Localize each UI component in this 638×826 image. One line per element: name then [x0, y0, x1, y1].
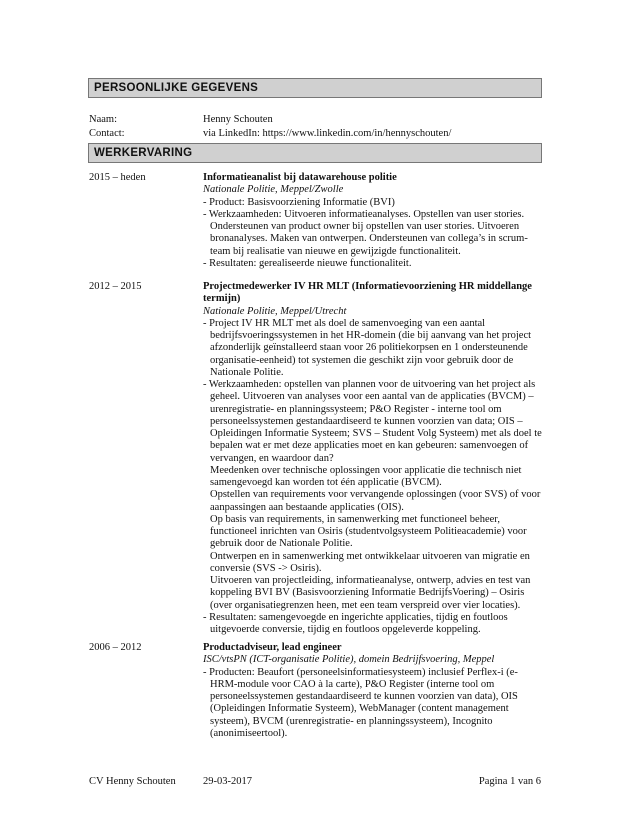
bullet-line: personeelssystemen gestandaardiseerd te kunnen voorzien van data), OIS: [210, 691, 518, 702]
experience-body: [203, 642, 541, 740]
bullet-line: - Werkzaamheden: Uitvoeren informatieanalyses. Opstellen van user stories.: [203, 208, 525, 220]
contact-label: Contact:: [89, 128, 125, 139]
experience-organization: Nationale Politie, Meppel/Zwolle: [203, 184, 344, 196]
bullet-line: systeem), BVCM (urenregistratie- en planningssysteem), Incognito: [210, 715, 493, 727]
section-header-work: WERKERVARING: [88, 143, 542, 163]
bullet-line: gebruik door de Nationale Politie.: [210, 538, 353, 550]
experience-body: [203, 281, 541, 636]
bullet-line: Meedenken over technische oplossingen voor applicatie die technisch niet: [210, 464, 522, 476]
bullet-line: - Producten: Beaufort (personeelsinformatiesysteem) inclusief Perflex-i (e-: [203, 666, 518, 678]
footer-name: CV Henny Schouten: [89, 776, 176, 787]
experience-role: Productadviseur, lead engineer: [203, 642, 342, 653]
bullet-line: urenregistratie- en planningssysteem; P&O Register - interne tool om: [210, 403, 502, 415]
footer-date: 29-03-2017: [203, 776, 252, 787]
bullet-line: Opleidingen Informatie Systeem; SVS – Student Volg Systeem) met als doel te: [210, 428, 542, 439]
bullet-line: personeelssystemen gestandaardiseerd te kunnen voorzien van data; OIS –: [210, 415, 523, 427]
section-header-personal: PERSOONLIJKE GEGEVENS: [88, 78, 542, 98]
bullet-line: Uitvoeren van projectleiding, informatieanalyse, ontwerp, advies en test van: [210, 575, 531, 586]
bullet-line: conversie (SVS -> Osiris).: [210, 562, 322, 574]
bullet-line: bedrijfsvoeringssystemen in het HR-domein (die bij aanvang van het project: [210, 330, 532, 341]
contact-row: [89, 127, 539, 141]
contact-value: via LinkedIn: https://www.linkedin.com/in/hennyschouten/: [203, 128, 452, 139]
bullet-line: samengevoegd kan worden tot één applicatie (BVCM).: [210, 477, 442, 488]
experience-organization: ISC/vtsPN (ICT-organisatie Politie), domein Bedrijfsvoering, Meppel: [203, 654, 495, 666]
bullet-line: uitgevoerde conversie, tijdig en foutloos opgeleverde koppeling.: [210, 624, 481, 635]
experience-bullet: [203, 379, 541, 612]
bullet-line: Op basis van requirements, in samenwerking met functioneel beheer,: [210, 513, 500, 525]
bullet-line: koppeling BVI BV (Basisvoorziening Informatie BedrijfsVoering) – Osiris: [210, 587, 525, 599]
bullet-line: (Opleidingen Informatie Systeem), WebManager (content management: [210, 703, 509, 715]
bullet-line: functioneel inrichten van Osiris (studentvolgsysteem Politieacademie) voor: [210, 526, 527, 537]
experience-role: termijn): [203, 293, 241, 305]
bullet-line: afzonderlijk geïnstalleerd staan voor 26 politiekorpsen en 1 ondersteunende: [210, 342, 528, 354]
bullet-line: aanpassingen aan bestaande applicaties (OIS).: [210, 501, 404, 513]
experience-organization: Nationale Politie, Meppel/Utrecht: [203, 305, 347, 317]
experience-bullet: [203, 197, 541, 209]
page-footer: [89, 775, 541, 789]
bullet-line: Opstellen van requirements voor vervangende oplossingen (voor SVS) of voor: [210, 489, 541, 501]
experience-bullet: [203, 318, 541, 379]
experience-role: Informatieanalist bij datawarehouse politie: [203, 172, 397, 183]
bullet-line: bepalen wat er met deze applicaties moet en kan gebeuren: samenvoegen of: [210, 440, 529, 452]
experience-body: [203, 172, 541, 270]
experience-period: 2015 – heden: [89, 172, 146, 183]
bullet-line: - Werkzaamheden: opstellen van plannen voor de uitvoering van het project als: [203, 379, 536, 390]
experience-period: 2012 – 2015: [89, 281, 142, 292]
bullet-line: Ondersteunen van product owner bij opstellen van user stories. Uitvoeren: [210, 221, 520, 232]
name-label: Naam:: [89, 114, 117, 125]
name-value: Henny Schouten: [203, 114, 273, 125]
name-row: [89, 113, 539, 127]
experience-bullet: [203, 612, 541, 637]
bullet-line: - Resultaten: gerealiseerde nieuwe functionaliteit.: [203, 257, 412, 269]
experience-bullet: [203, 667, 541, 741]
bullet-line: Nationale Politie.: [210, 366, 284, 378]
bullet-line: - Project IV HR MLT met als doel de samenvoeging van een aantal: [203, 317, 486, 329]
experience-bullet: [203, 258, 541, 270]
bullet-line: - Resultaten: samengevoegde en ingerichte applicaties, tijdig en foutloos: [203, 611, 508, 623]
bullet-line: (anonimiseertool).: [210, 727, 288, 739]
experience-period: 2006 – 2012: [89, 642, 142, 653]
bullet-line: (over organisatiegrenzen heen, met een team verspreid over vier locaties).: [210, 599, 521, 611]
bullet-line: - Product: Basisvoorziening Informatie (BVI): [203, 196, 395, 208]
bullet-line: organisatie-eenheid) tot systemen die geschikt zijn voor gebruik door de: [210, 354, 514, 366]
bullet-line: team bij realisatie van nieuwe en gewijzigde functionaliteit.: [210, 245, 461, 257]
experience-role: Projectmedewerker IV HR MLT (Informatievoorziening HR middellange: [203, 281, 532, 292]
bullet-line: HRM-module voor CAO à la carte), P&O Register (interne tool om: [210, 678, 495, 690]
bullet-line: bronanalyses. Maken van ontwerpen. Ondersteunen van collega’s in scrum-: [210, 233, 528, 245]
footer-page-number: Pagina 1 van 6: [478, 776, 541, 787]
experience-bullet: [203, 209, 541, 258]
bullet-line: geheel. Uitvoeren van analyses voor een aantal van de applicaties (BVCM) –: [210, 391, 534, 403]
bullet-line: vervangen, en waardoor dan?: [210, 452, 334, 464]
bullet-line: Ontwerpen en in samenwerking met ontwikkelaar uitvoeren van migratie en: [210, 550, 530, 562]
